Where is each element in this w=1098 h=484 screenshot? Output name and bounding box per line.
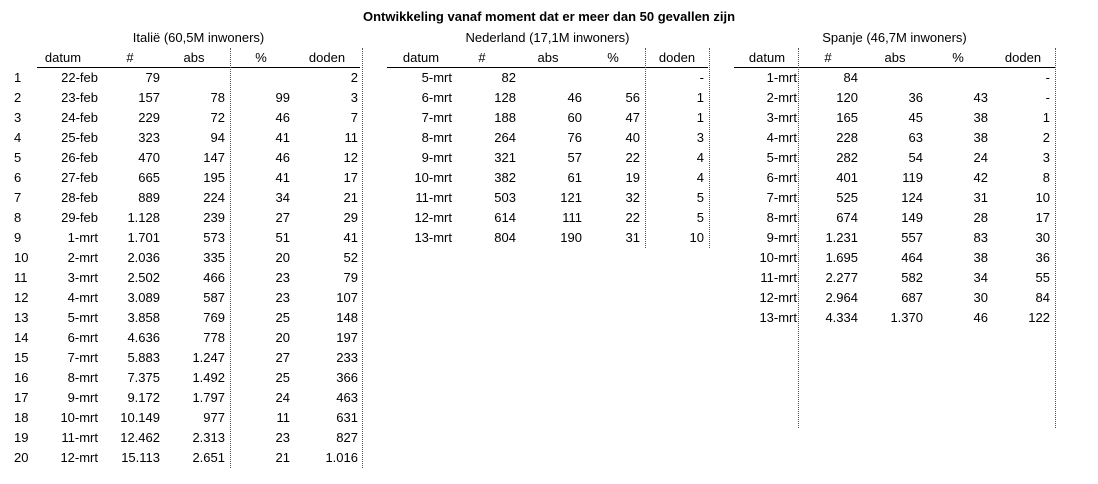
- cell-date: 12-mrt: [414, 210, 452, 225]
- cell-deaths: 10: [1035, 190, 1050, 205]
- cell-date: 5-mrt: [67, 310, 98, 325]
- cell-abs: 573: [203, 230, 225, 245]
- cell-date: 8-mrt: [766, 210, 797, 225]
- cell-count: 15.113: [121, 450, 160, 465]
- cell-abs: 464: [901, 250, 923, 265]
- cell-deaths: 1: [696, 110, 704, 125]
- cell-abs: 239: [203, 210, 225, 225]
- cell-count: 503: [494, 190, 516, 205]
- cell-count: 3.089: [127, 290, 160, 305]
- cell-deaths: 17: [1035, 210, 1050, 225]
- cell-deaths: 148: [336, 310, 358, 325]
- cell-count: 229: [138, 110, 160, 125]
- cell-date: 23-feb: [61, 90, 98, 105]
- cell-abs: 224: [203, 190, 225, 205]
- cell-date: 7-mrt: [766, 190, 797, 205]
- cell-percent: 21: [275, 450, 290, 465]
- cell-percent: 25: [275, 370, 290, 385]
- cell-abs: 60: [567, 110, 582, 125]
- cell-percent: 99: [275, 90, 290, 105]
- cell-deaths: 3: [696, 130, 704, 145]
- cell-percent: 41: [275, 130, 290, 145]
- cell-percent: 32: [625, 190, 640, 205]
- cell-abs: [165, 68, 225, 88]
- column-header-abs: abs: [537, 50, 559, 65]
- row-number: 6: [14, 170, 22, 185]
- cell-count: 79: [145, 70, 160, 85]
- cell-abs: 54: [908, 150, 923, 165]
- cell-percent: 41: [275, 170, 290, 185]
- cell-percent: 27: [275, 350, 290, 365]
- cell-date: 22-feb: [61, 70, 98, 85]
- cell-percent: 56: [625, 90, 640, 105]
- cell-percent: 25: [275, 310, 290, 325]
- cell-count: 321: [494, 150, 516, 165]
- cell-deaths: 8: [1042, 170, 1050, 185]
- cell-date: 12-mrt: [759, 290, 797, 305]
- cell-percent: [580, 68, 640, 88]
- cell-abs: [863, 68, 923, 88]
- cell-count: 128: [494, 90, 516, 105]
- cell-count: 2.502: [127, 270, 160, 285]
- row-number: 5: [14, 150, 22, 165]
- row-number: 8: [14, 210, 22, 225]
- cell-deaths: 41: [343, 230, 358, 245]
- cell-date: 29-feb: [61, 210, 98, 225]
- cell-date: 7-mrt: [67, 350, 98, 365]
- cell-abs: 769: [203, 310, 225, 325]
- cell-abs: 582: [901, 270, 923, 285]
- cell-deaths: 3: [1042, 150, 1050, 165]
- cell-percent: 31: [625, 230, 640, 245]
- column-divider: [709, 48, 710, 248]
- table-caption: Spanje (46,7M inwoners): [822, 30, 967, 45]
- cell-count: 188: [494, 110, 516, 125]
- cell-abs: 687: [901, 290, 923, 305]
- row-number: 18: [14, 410, 29, 425]
- cell-count: 1.695: [825, 250, 858, 265]
- page-title: Ontwikkeling vanaf moment dat er meer dan 50 gevallen zijn: [362, 9, 736, 24]
- cell-date: 2-mrt: [67, 250, 98, 265]
- cell-deaths: 21: [343, 190, 358, 205]
- column-header-deaths: doden: [308, 50, 346, 65]
- cell-deaths: 4: [696, 170, 704, 185]
- cell-deaths: 827: [336, 430, 358, 445]
- cell-percent: 23: [275, 270, 290, 285]
- column-header-date: datum: [44, 50, 82, 65]
- cell-abs: 46: [567, 90, 582, 105]
- column-header-percent: %: [952, 50, 964, 65]
- cell-deaths: 36: [1035, 250, 1050, 265]
- cell-date: 10-mrt: [759, 250, 797, 265]
- cell-deaths: 55: [1035, 270, 1050, 285]
- cell-date: 5-mrt: [421, 70, 452, 85]
- cell-percent: 19: [625, 170, 640, 185]
- cell-percent: 30: [973, 290, 988, 305]
- cell-date: 27-feb: [61, 170, 98, 185]
- cell-date: 5-mrt: [766, 150, 797, 165]
- cell-percent: 83: [973, 230, 988, 245]
- cell-percent: 38: [973, 250, 988, 265]
- column-header-date: datum: [748, 50, 786, 65]
- cell-count: 264: [494, 130, 516, 145]
- cell-abs: 111: [562, 210, 582, 225]
- cell-abs: 94: [210, 130, 225, 145]
- row-number: 2: [14, 90, 22, 105]
- cell-count: 2.964: [825, 290, 858, 305]
- cell-abs: 57: [567, 150, 582, 165]
- cell-abs: 61: [567, 170, 582, 185]
- cell-count: 84: [843, 70, 858, 85]
- row-number: 7: [14, 190, 22, 205]
- column-header-abs: abs: [884, 50, 906, 65]
- cell-count: 165: [836, 110, 858, 125]
- cell-percent: 31: [973, 190, 988, 205]
- cell-count: 10.149: [120, 410, 160, 425]
- cell-date: 9-mrt: [766, 230, 797, 245]
- cell-percent: 51: [275, 230, 290, 245]
- column-header-count: #: [126, 50, 134, 65]
- cell-count: 889: [138, 190, 160, 205]
- cell-count: 804: [494, 230, 516, 245]
- cell-percent: 46: [973, 310, 988, 325]
- cell-percent: 38: [973, 110, 988, 125]
- cell-abs: 1.247: [192, 350, 225, 365]
- cell-deaths: 12: [343, 150, 358, 165]
- cell-date: 6-mrt: [766, 170, 797, 185]
- column-header-percent: %: [607, 50, 619, 65]
- cell-percent: 43: [973, 90, 988, 105]
- cell-date: 6-mrt: [67, 330, 98, 345]
- row-number: 3: [14, 110, 22, 125]
- row-number: 20: [14, 450, 29, 465]
- cell-count: 12.462: [120, 430, 160, 445]
- cell-date: 3-mrt: [766, 110, 797, 125]
- cell-abs: 147: [203, 150, 225, 165]
- row-number: 1: [14, 70, 22, 85]
- cell-deaths: -: [1045, 90, 1050, 105]
- row-number: 4: [14, 130, 22, 145]
- cell-date: 13-mrt: [414, 230, 452, 245]
- cell-abs: 195: [203, 170, 225, 185]
- cell-count: 157: [138, 90, 160, 105]
- cell-percent: 46: [275, 110, 290, 125]
- cell-date: 4-mrt: [766, 130, 797, 145]
- cell-count: 4.636: [127, 330, 160, 345]
- cell-count: 4.334: [825, 310, 858, 325]
- cell-deaths: 5: [696, 190, 704, 205]
- cell-deaths: 1: [1042, 110, 1050, 125]
- cell-percent: 46: [275, 150, 290, 165]
- cell-percent: [928, 68, 988, 88]
- cell-date: 4-mrt: [67, 290, 98, 305]
- cell-count: 228: [836, 130, 858, 145]
- row-number: 15: [14, 350, 29, 365]
- cell-deaths: 4: [696, 150, 704, 165]
- cell-abs: 778: [203, 330, 225, 345]
- cell-percent: 11: [276, 410, 290, 425]
- cell-deaths: 122: [1028, 310, 1050, 325]
- column-header-date: datum: [402, 50, 440, 65]
- cell-abs: 149: [901, 210, 923, 225]
- cell-date: 28-feb: [61, 190, 98, 205]
- cell-abs: 78: [210, 90, 225, 105]
- cell-count: 82: [501, 70, 516, 85]
- cell-deaths: 2: [350, 70, 358, 85]
- cell-percent: 27: [275, 210, 290, 225]
- cell-percent: 40: [625, 130, 640, 145]
- cell-abs: 977: [203, 410, 225, 425]
- table-caption: Nederland (17,1M inwoners): [465, 30, 630, 45]
- cell-date: 1-mrt: [766, 70, 797, 85]
- cell-count: 382: [494, 170, 516, 185]
- cell-count: 120: [836, 90, 858, 105]
- cell-deaths: 463: [336, 390, 358, 405]
- cell-abs: 121: [560, 190, 582, 205]
- cell-count: 525: [836, 190, 858, 205]
- row-number: 10: [14, 250, 29, 265]
- cell-deaths: 52: [343, 250, 358, 265]
- cell-abs: 2.313: [192, 430, 225, 445]
- cell-count: 3.858: [127, 310, 160, 325]
- cell-abs: 36: [908, 90, 923, 105]
- cell-abs: 1.797: [192, 390, 225, 405]
- cell-abs: 63: [908, 130, 923, 145]
- cell-abs: 45: [908, 110, 923, 125]
- column-header-count: #: [824, 50, 832, 65]
- cell-abs: 124: [901, 190, 923, 205]
- cell-deaths: 10: [689, 230, 704, 245]
- cell-abs: 1.370: [890, 310, 923, 325]
- cell-percent: 34: [275, 190, 290, 205]
- row-number: 14: [14, 330, 29, 345]
- cell-percent: 20: [275, 330, 290, 345]
- cell-count: 2.277: [825, 270, 858, 285]
- cell-date: 10-mrt: [60, 410, 98, 425]
- cell-date: 11-mrt: [415, 190, 452, 205]
- cell-abs: 119: [902, 170, 923, 185]
- cell-date: 13-mrt: [759, 310, 797, 325]
- cell-percent: 38: [973, 130, 988, 145]
- column-header-deaths: doden: [658, 50, 696, 65]
- cell-percent: 23: [275, 290, 290, 305]
- cell-abs: 2.651: [192, 450, 225, 465]
- cell-deaths: 30: [1035, 230, 1050, 245]
- column-divider: [1055, 48, 1056, 428]
- cell-count: 9.172: [127, 390, 160, 405]
- cell-deaths: 7: [350, 110, 358, 125]
- cell-count: 401: [836, 170, 858, 185]
- cell-count: 323: [138, 130, 160, 145]
- cell-date: 8-mrt: [421, 130, 452, 145]
- cell-percent: 24: [973, 150, 988, 165]
- cell-date: 9-mrt: [67, 390, 98, 405]
- cell-count: 470: [138, 150, 160, 165]
- cell-deaths: 197: [336, 330, 358, 345]
- cell-date: 25-feb: [61, 130, 98, 145]
- cell-date: 11-mrt: [61, 430, 98, 445]
- row-number: 19: [14, 430, 29, 445]
- cell-deaths: 366: [336, 370, 358, 385]
- cell-count: 1.128: [127, 210, 160, 225]
- cell-date: 24-feb: [61, 110, 98, 125]
- row-number: 13: [14, 310, 29, 325]
- cell-deaths: 79: [343, 270, 358, 285]
- cell-date: 9-mrt: [421, 150, 452, 165]
- cell-deaths: 233: [336, 350, 358, 365]
- column-header-deaths: doden: [1004, 50, 1042, 65]
- cell-abs: 190: [560, 230, 582, 245]
- cell-count: 5.883: [127, 350, 160, 365]
- cell-abs: 587: [203, 290, 225, 305]
- cell-percent: 34: [973, 270, 988, 285]
- cell-percent: 47: [625, 110, 640, 125]
- cell-abs: 335: [203, 250, 225, 265]
- row-number: 11: [14, 270, 28, 285]
- cell-deaths: 5: [696, 210, 704, 225]
- cell-deaths: 631: [336, 410, 358, 425]
- cell-deaths: 107: [336, 290, 358, 305]
- cell-deaths: 84: [1035, 290, 1050, 305]
- cell-date: 12-mrt: [60, 450, 98, 465]
- cell-deaths: -: [699, 70, 704, 85]
- cell-date: 2-mrt: [766, 90, 797, 105]
- cell-abs: 76: [567, 130, 582, 145]
- cell-abs: [522, 68, 582, 88]
- cell-count: 2.036: [127, 250, 160, 265]
- row-number: 17: [14, 390, 29, 405]
- cell-count: 665: [138, 170, 160, 185]
- column-header-count: #: [478, 50, 486, 65]
- cell-percent: 28: [973, 210, 988, 225]
- row-number: 16: [14, 370, 29, 385]
- cell-deaths: 17: [343, 170, 358, 185]
- cell-percent: [230, 68, 290, 88]
- cell-count: 282: [836, 150, 858, 165]
- cell-percent: 22: [625, 150, 640, 165]
- column-header-abs: abs: [183, 50, 205, 65]
- column-header-percent: %: [255, 50, 267, 65]
- cell-percent: 23: [275, 430, 290, 445]
- cell-count: 674: [836, 210, 858, 225]
- cell-date: 6-mrt: [421, 90, 452, 105]
- cell-date: 11-mrt: [760, 270, 797, 285]
- cell-date: 3-mrt: [67, 270, 98, 285]
- cell-abs: 72: [210, 110, 225, 125]
- cell-deaths: 3: [350, 90, 358, 105]
- row-number: 9: [14, 230, 22, 245]
- cell-date: 26-feb: [61, 150, 98, 165]
- cell-abs: 1.492: [192, 370, 225, 385]
- cell-count: 1.231: [825, 230, 858, 245]
- cell-date: 8-mrt: [67, 370, 98, 385]
- cell-date: 1-mrt: [67, 230, 98, 245]
- row-number: 12: [14, 290, 29, 305]
- cell-count: 614: [494, 210, 516, 225]
- cell-count: 7.375: [127, 370, 160, 385]
- cell-deaths: 1.016: [325, 450, 358, 465]
- cell-deaths: 2: [1042, 130, 1050, 145]
- cell-percent: 24: [275, 390, 290, 405]
- cell-deaths: 29: [343, 210, 358, 225]
- table-caption: Italië (60,5M inwoners): [132, 30, 265, 45]
- cell-date: 10-mrt: [414, 170, 452, 185]
- cell-percent: 42: [973, 170, 988, 185]
- cell-percent: 22: [625, 210, 640, 225]
- cell-date: 7-mrt: [421, 110, 452, 125]
- cell-abs: 557: [901, 230, 923, 245]
- cell-percent: 20: [275, 250, 290, 265]
- cell-deaths: -: [1045, 70, 1050, 85]
- cell-count: 1.701: [127, 230, 160, 245]
- cell-deaths: 11: [344, 130, 358, 145]
- column-divider: [362, 48, 363, 468]
- cell-abs: 466: [203, 270, 225, 285]
- cell-deaths: 1: [696, 90, 704, 105]
